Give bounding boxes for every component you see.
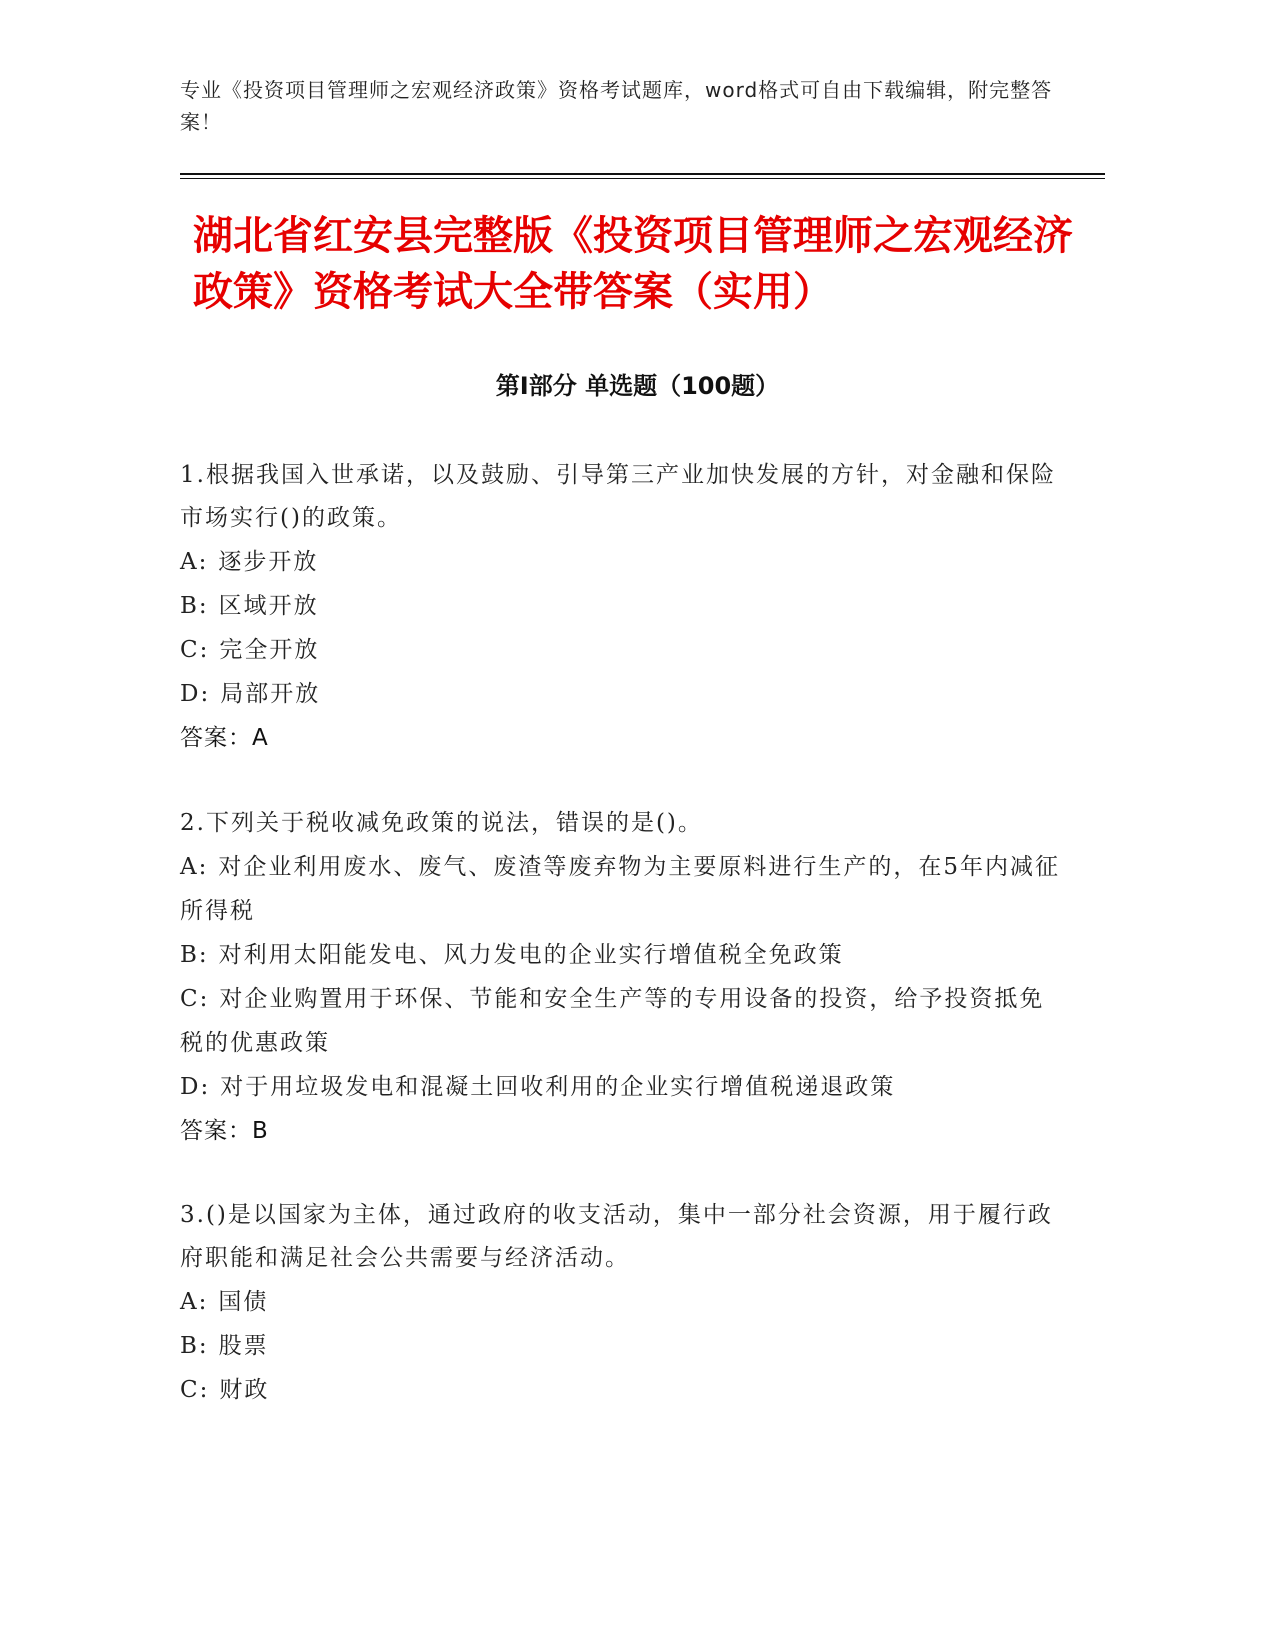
section-heading: 第Ⅰ部分 单选题（100题） [495,372,780,400]
header-rule-thick [180,173,1105,175]
option-a [180,540,1060,584]
question-stem: 3.()是以国家为主体，通过政府的收支活动，集中一部分社会资源，用于履行政府职能和满足社会公共需要与经济活动。 [180,1202,1053,1271]
option-text: 逐步开放 [218,549,319,575]
option-text: 对企业购置用于环保、节能和安全生产等的专用设备的投资，给予投资抵免税的优惠政策 [180,986,1045,1056]
option-key: A: [180,549,209,575]
document-title: 湖北省红安县完整版《投资项目管理师之宏观经济政策》资格考试大全带答案（实用） [193,213,1073,315]
option-b [180,584,1060,628]
answer-line: 答案：A [180,725,269,751]
option-key: C: [180,1377,210,1403]
option-key: B: [180,593,209,619]
question-stem: 1.根据我国入世承诺，以及鼓励、引导第三产业加快发展的方针，对金融和保险市场实行()的政策。 [180,462,1056,531]
option-a [180,845,1060,933]
answer-line: 答案：B [180,1118,269,1144]
option-d [180,1065,1060,1109]
option-text: 对企业利用废水、废气、废渣等废弃物为主要原料进行生产的，在5年内减征所得税 [180,854,1060,924]
option-d [180,672,1060,716]
option-text: 对于用垃圾发电和混凝土回收利用的企业实行增值税递退政策 [220,1074,896,1100]
option-c [180,1368,1060,1412]
option-b [180,933,1060,977]
option-key: B: [180,1333,209,1359]
option-text: 对利用太阳能发电、风力发电的企业实行增值税全免政策 [218,942,844,968]
option-key: B: [180,942,209,968]
option-text: 完全开放 [219,637,320,663]
header-rule-thin [180,178,1105,179]
option-a [180,1280,1060,1324]
option-key: A: [180,854,209,880]
question-3 [180,1194,1060,1412]
option-key: C: [180,986,210,1012]
option-key: D: [180,1074,211,1100]
option-c [180,977,1060,1065]
option-text: 区域开放 [218,593,319,619]
option-text: 股票 [218,1333,269,1359]
question-stem: 2.下列关于税收减免政策的说法，错误的是()。 [180,810,703,836]
option-c [180,628,1060,672]
question-2 [180,802,1060,1153]
option-b [180,1324,1060,1368]
header-note: 专业《投资项目管理师之宏观经济政策》资格考试题库，word格式可自由下载编辑，附完整答案！ [180,78,1053,134]
option-key: C: [180,637,210,663]
option-key: A: [180,1289,209,1315]
option-key: D: [180,681,211,707]
option-text: 国债 [218,1289,269,1315]
question-1 [180,454,1060,760]
option-text: 财政 [219,1377,270,1403]
option-text: 局部开放 [220,681,321,707]
